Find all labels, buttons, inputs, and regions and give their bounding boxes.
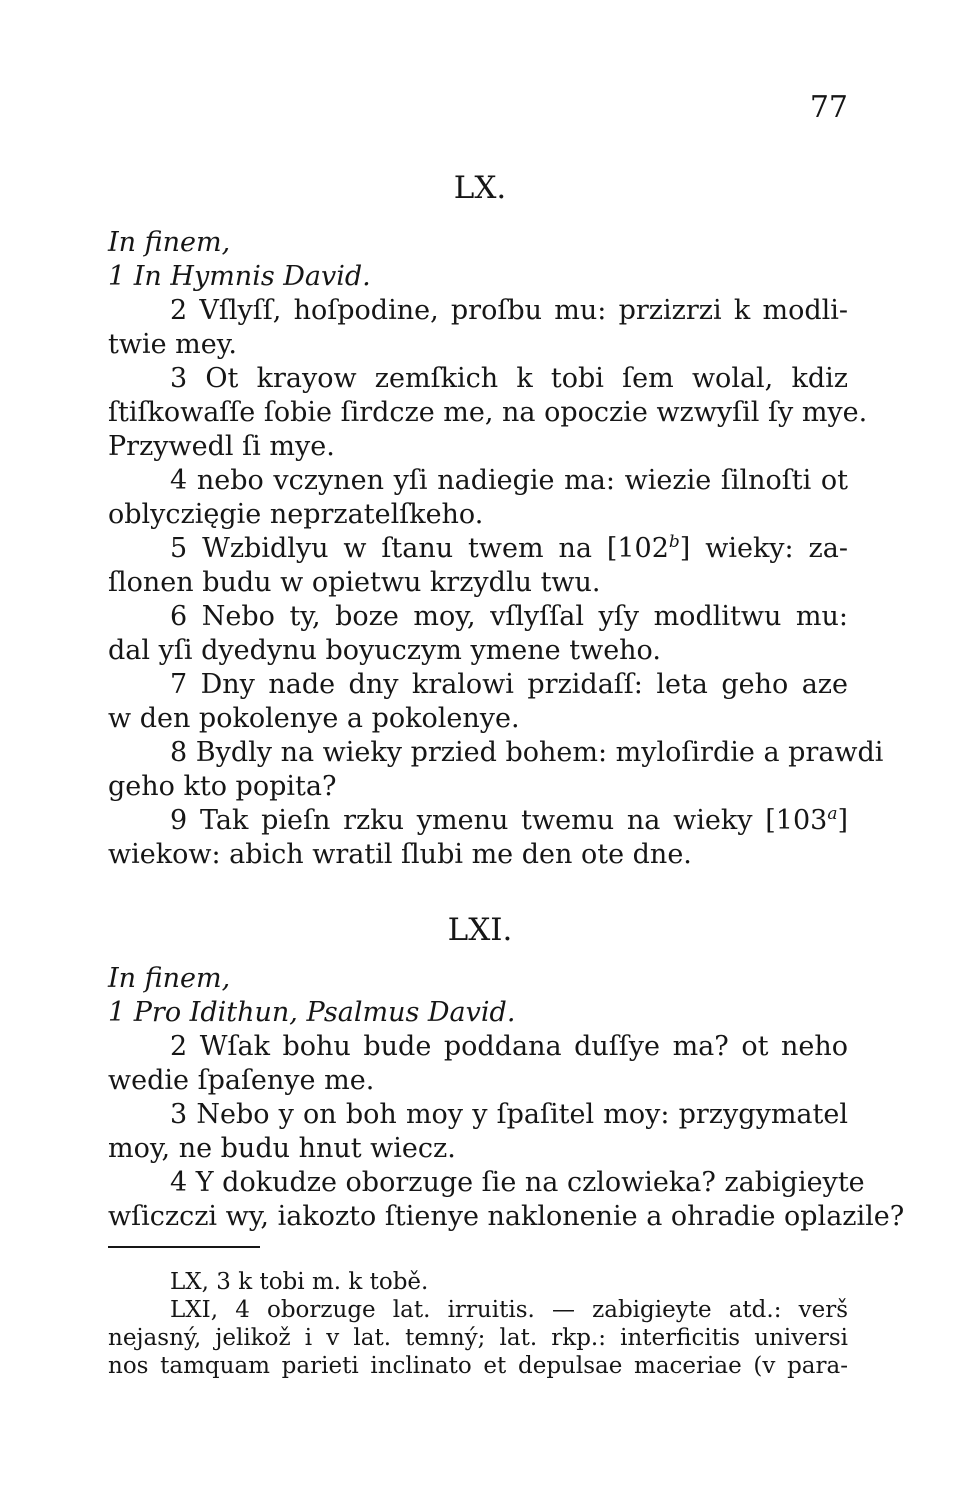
verse-line: w den pokolenye a pokolenye. — [108, 703, 520, 734]
verse-line: wſiczczi wy, iakozto ſtienye naklonenie a ohradie oplazile? — [108, 1201, 905, 1232]
verse-text: 9 Tak pieſn rzku ymenu twemu na wieky [103 — [170, 805, 828, 836]
folio-superscript: a — [827, 804, 838, 824]
section-title-lx: LX. — [453, 170, 507, 206]
verse-line: dal yſi dyedynu boyuczym ymene tweho. — [108, 635, 661, 666]
footnote-rule — [108, 1246, 260, 1248]
verse-line — [170, 804, 848, 838]
superscription-lx: In finem, — [108, 227, 231, 258]
verse-line: 4 Y dokudze oborzuge ſie na czlowieka? zabigieyte — [170, 1167, 865, 1198]
verse-line: geho kto popita? — [108, 771, 337, 802]
verse-line: 7 Dny nade dny kralowi przidaſſ: leta geho aze — [170, 669, 848, 700]
footnote: LX, 3 k tobi m. k tobě. — [170, 1269, 429, 1295]
verse-text: 5 Wzbidlyu w ſtanu twem na [102 — [170, 533, 669, 564]
verse-line: 8 Bydly na wieky przied bohem: myloſirdie a prawdi — [170, 737, 884, 768]
section-title-lxi: LXI. — [447, 912, 513, 948]
verse-line: 4 nebo vczynen yſi nadiegie ma: wiezie ſilnoſti ot — [170, 465, 848, 496]
footnote: nos tamquam parieti inclinato et depulsae maceriae (v para- — [108, 1353, 848, 1379]
verse-text: ] wieky: za- — [679, 533, 848, 564]
verse-line: ſlonen budu w opietwu krzydlu twu. — [108, 567, 601, 598]
verse-line: 3 Ot krayow zemſkich k tobi ſem wolal, kdiz — [170, 363, 848, 394]
footnote: LXI, 4 oborzuge lat. irruitis. — zabigieyte atd.: verš — [170, 1297, 848, 1323]
page-number: 77 — [809, 90, 848, 125]
verse-line: 6 Nebo ty, boze moy, vſlyſſal yſy modlitwu mu: — [170, 601, 848, 632]
verse-line: oblyczięgie neprzatelſkeho. — [108, 499, 484, 530]
verse-line: wedie ſpaſenye me. — [108, 1065, 375, 1096]
folio-superscript: b — [668, 532, 680, 552]
verse-line: twie mey. — [108, 329, 237, 360]
verse-line: ſtiſkowaſſe ſobie ſirdcze me, na opoczie wzwyſil ſy mye. — [108, 397, 868, 428]
verse-line: moy, ne budu hnut wiecz. — [108, 1133, 456, 1164]
verse-line: 1 Pro Idithun, Psalmus David. — [108, 997, 516, 1028]
verse-text: ] — [837, 805, 848, 836]
verse-line: 2 Vſlyſſ, hoſpodine, proſbu mu: przizrzi k modli- — [170, 295, 848, 326]
footnote: nejasný, jelikož i v lat. temný; lat. rkp.: interficitis universi — [108, 1325, 848, 1351]
verse-line: wiekow: abich wratil ſlubi me den ote dne. — [108, 839, 692, 870]
verse-line: Przywedl ſi mye. — [108, 431, 335, 462]
superscription-lxi: In finem, — [108, 963, 231, 994]
verse-line — [170, 532, 848, 566]
verse-line: 1 In Hymnis David. — [108, 261, 371, 292]
verse-line: 3 Nebo y on boh moy y ſpaſitel moy: przygymatel — [170, 1099, 848, 1130]
verse-line: 2 Wſak bohu bude poddana duſſye ma? ot neho — [170, 1031, 848, 1062]
